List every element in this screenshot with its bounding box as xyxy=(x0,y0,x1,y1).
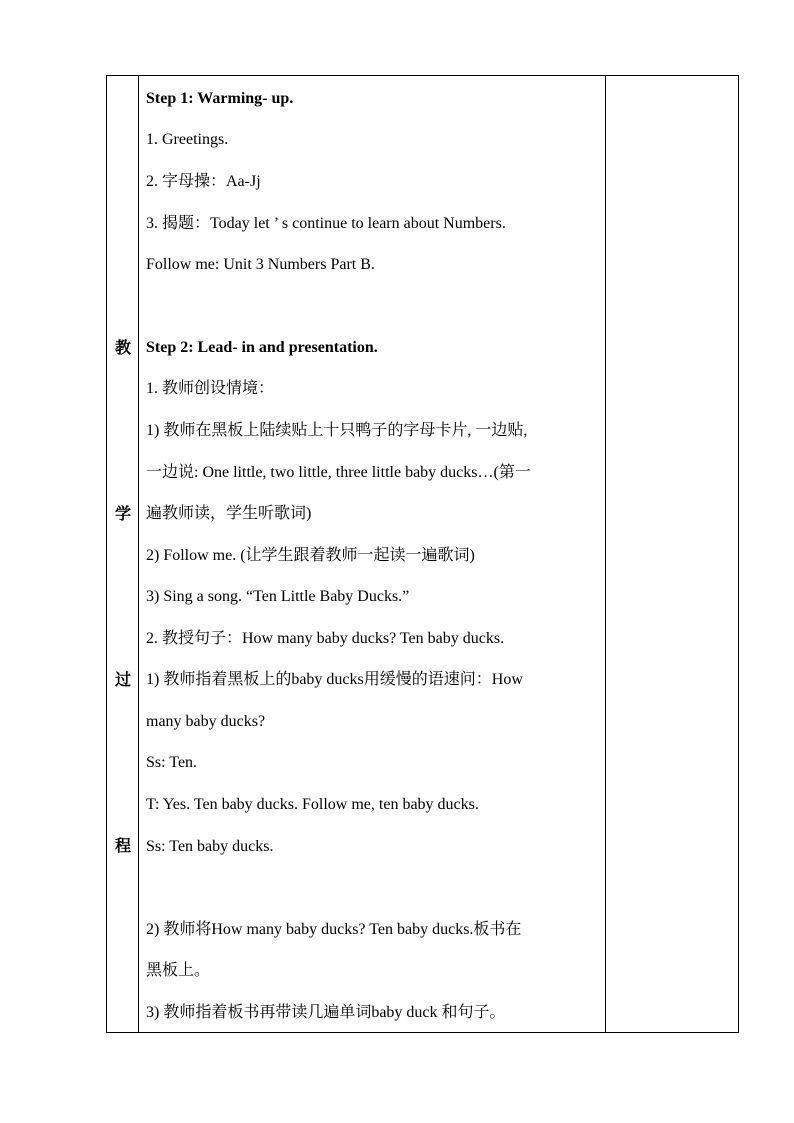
step-heading: Step 1: Warming- up. xyxy=(146,90,294,107)
side-label-char: 过 xyxy=(114,670,131,689)
side-label-column xyxy=(107,76,139,1032)
side-label-char: 程 xyxy=(114,836,131,855)
text-line: 3) 教师指着板书再带读几遍单词baby duck 和句子。 xyxy=(146,1004,506,1021)
text-line: 遍教师读，学生听歌词) xyxy=(146,505,312,522)
text-line: 2) 教师将How many baby ducks? Ten baby ducks.板书在 xyxy=(146,921,522,938)
text-line: 1. Greetings. xyxy=(146,131,229,148)
text-line: 2. 教授句子：How many baby ducks? Ten baby ducks. xyxy=(146,630,505,647)
text-line: 3) Sing a song. “Ten Little Baby Ducks.” xyxy=(146,588,410,605)
notes-column xyxy=(605,76,738,1032)
text-line: many baby ducks? xyxy=(146,713,266,730)
text-line: 3. 揭题：Today let ’ s continue to learn about Numbers. xyxy=(146,215,506,232)
text-line: 2. 字母操：Aa-Jj xyxy=(146,173,261,190)
text-line: T: Yes. Ten baby ducks. Follow me, ten baby ducks. xyxy=(146,796,479,813)
text-line: Follow me: Unit 3 Numbers Part B. xyxy=(146,256,375,273)
text-line: 1) 教师在黑板上陆续贴上十只鸭子的字母卡片, 一边贴, xyxy=(146,422,528,439)
text-line: 1. 教师创设情境： xyxy=(146,380,275,397)
side-label-char: 学 xyxy=(114,504,131,523)
lesson-table xyxy=(106,75,739,1033)
text-line: 一边说: One little, two little, three little baby ducks…(第一 xyxy=(146,464,531,481)
text-line: Ss: Ten. xyxy=(146,754,198,771)
text-line: 1) 教师指着黑板上的baby ducks用缓慢的语速问：How xyxy=(146,671,523,688)
text-line: 2) Follow me. (让学生跟着教师一起读一遍歌词) xyxy=(146,547,475,564)
step-heading: Step 2: Lead- in and presentation. xyxy=(146,339,378,356)
text-line: 黑板上。 xyxy=(146,962,211,979)
text-line: Ss: Ten baby ducks. xyxy=(146,838,274,855)
side-label-char: 教 xyxy=(114,338,131,357)
